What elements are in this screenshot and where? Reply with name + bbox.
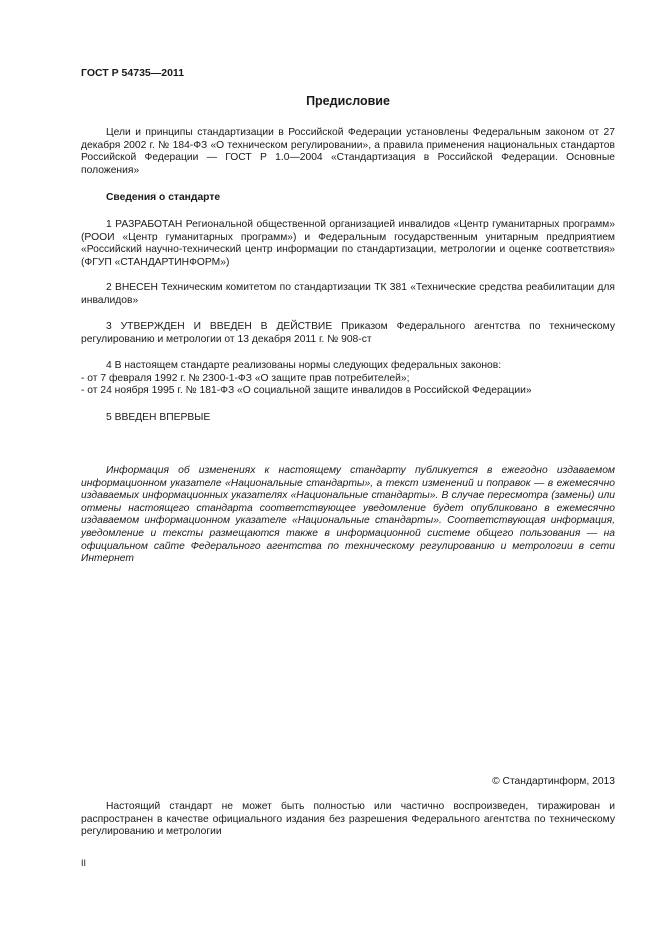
reproduction-notice-block [81,801,615,839]
item-3-block [81,321,615,346]
intro-paragraph: Цели и принципы стандартизации в Российской Федерации установлены Федеральным законом от 27 декабря 2002 г. № 184-ФЗ «О техническом регулировании», а правила применения национальных стандартов Российской Федерации — ГОСТ Р 1.0—2004 «Стандартизация в Российской Федерации. Основные положения» [81,127,615,176]
page-title: Предисловие [306,94,390,108]
law-item-1: - от 7 февраля 1992 г. № 2300-1-ФЗ «О защите прав потребителей»; [81,372,410,384]
item-5-block [81,412,615,425]
reproduction-notice: Настоящий стандарт не может быть полностью или частично воспроизведен, тиражирован и распространен в качестве официального издания без разрешения Федерального агентства по техническому регулированию и метрологии [81,801,615,838]
item-approved: 3 УТВЕРЖДЕН И ВВЕДЕН В ДЕЙСТВИЕ Приказом Федерального агентства по техническому регулированию и метрологии от 13 декабря 2011 г. № 908-ст [81,321,615,345]
item-introduced: 2 ВНЕСЕН Техническим комитетом по стандартизации ТК 381 «Технические средства реабилитации для инвалидов» [81,282,615,306]
item-2-block [81,282,615,307]
item-developed: 1 РАЗРАБОТАН Региональной общественной организацией инвалидов «Центр гуманитарных программ» (РООИ «Центр гуманитарных программ») и Федеральным государственным унитарным предприятием «Российский научно-технический центр информации по стандартизации, метрологии и оценке соответствия» (ФГУП «СТАНДАРТИНФОРМ») [81,219,615,268]
item-4-block [81,360,615,398]
item-laws-lead: 4 В настоящем стандарте реализованы нормы следующих федеральных законов: [106,360,502,371]
item-first-introduced: 5 ВВЕДЕН ВПЕРВЫЕ [106,412,211,423]
intro-section [81,127,615,177]
standard-info-heading-block [81,192,615,205]
item-1-block [81,219,615,269]
law-item-2: - от 24 ноября 1995 г. № 181-ФЗ «О социальной защите инвалидов в Российской Федерации» [81,385,532,397]
changes-info-paragraph: Информация об изменениях к настоящему стандарту публикуется в ежегодно издаваемом информационном указателе «Национальные стандарты», а текст изменений и поправок — в ежемесячно издаваемых информационных указателях «Национальные стандарты». В случае пересмотра (замены) или отмены настоящего стандарта соответствующее уведомление будет опубликовано в ежемесячно издаваемом информационном указателе «Национальные стандарты». Соответствующая информация, уведомление и тексты размещаются также в информационной системе общего пользования — на официальном сайте Федерального агентства по техническому регулированию и метрологии в сети Интернет [81,465,615,565]
copyright-line: © Стандартинформ, 2013 [492,776,615,787]
document-code: ГОСТ Р 54735—2011 [81,67,185,79]
standard-info-heading: Сведения о стандарте [106,192,221,203]
page-number: II [81,858,87,868]
changes-info-block [81,465,615,566]
